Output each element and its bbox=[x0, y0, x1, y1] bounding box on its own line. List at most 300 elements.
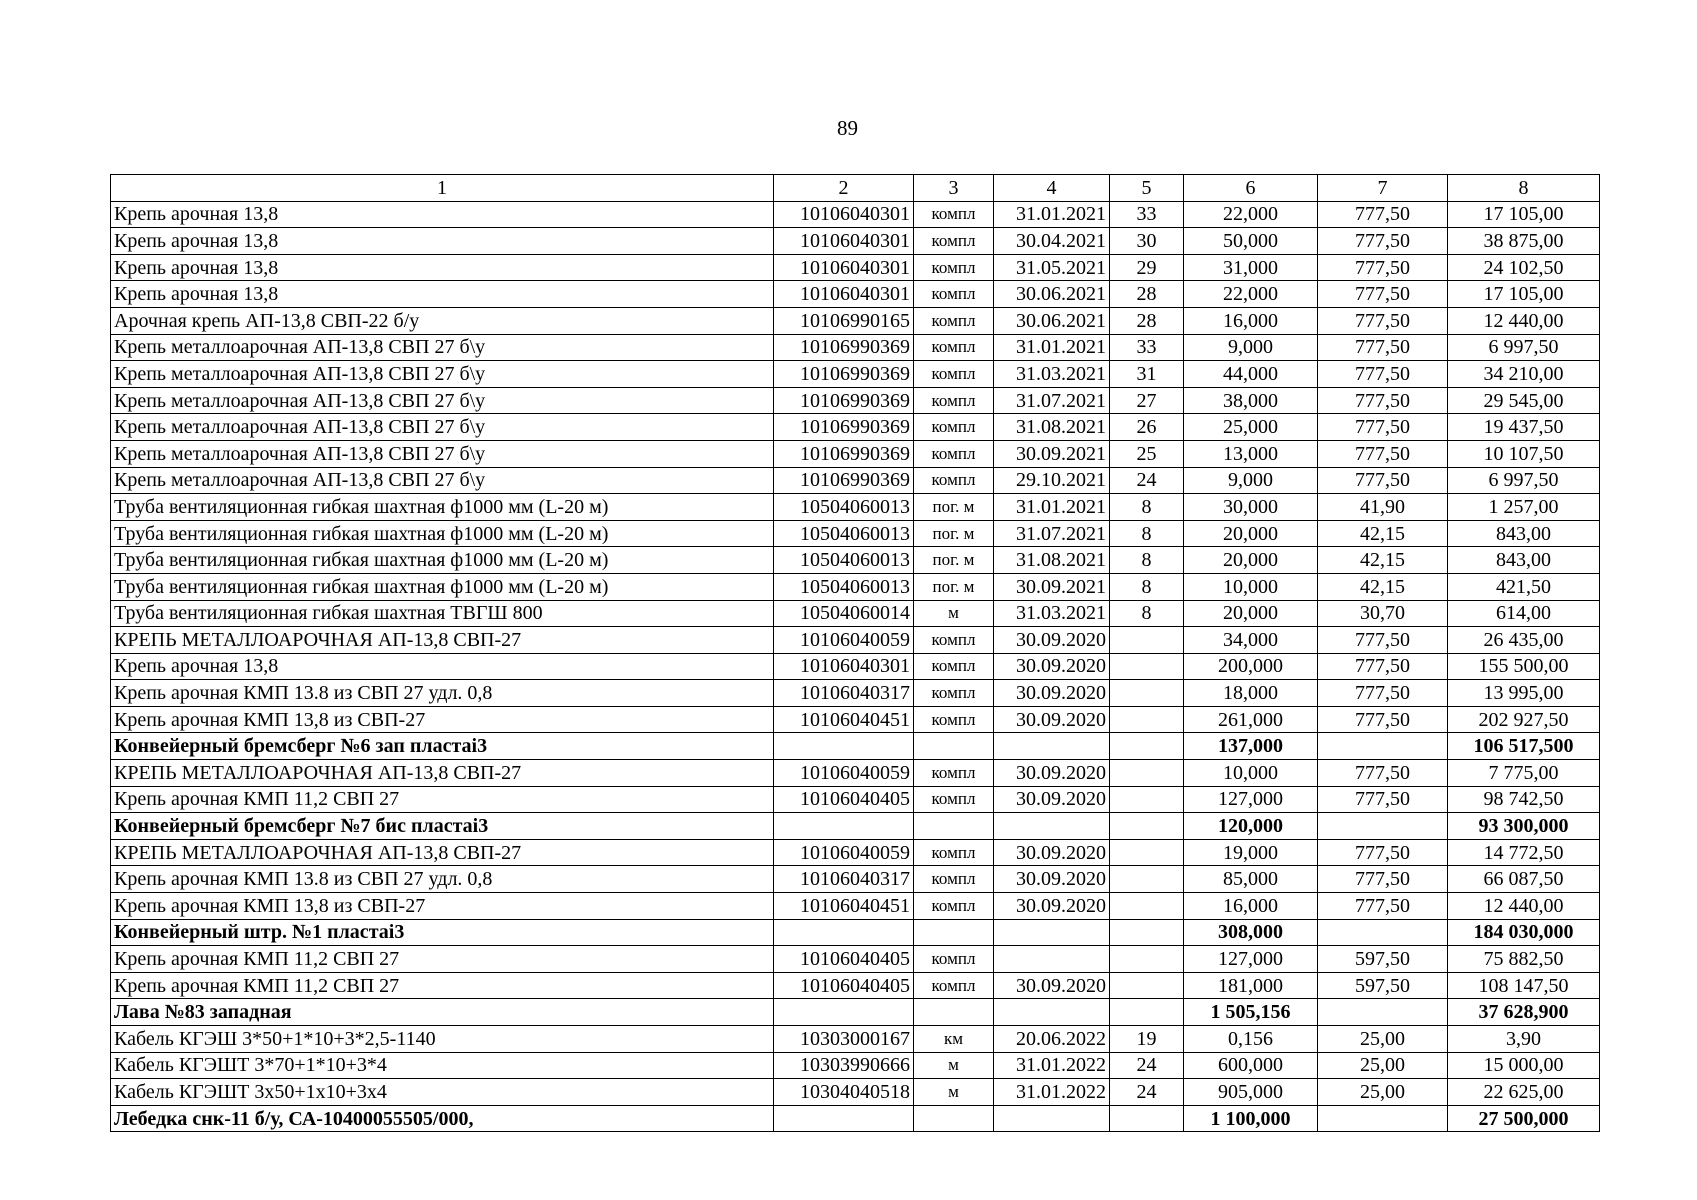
date-cell: 30.09.2020 bbox=[994, 680, 1110, 707]
item-code-cell: 10106040059 bbox=[774, 627, 914, 654]
table-row bbox=[111, 573, 1600, 600]
item-code-cell: 10304040518 bbox=[774, 1079, 914, 1106]
date-cell: 30.09.2020 bbox=[994, 972, 1110, 999]
table-row bbox=[111, 972, 1600, 999]
table-row bbox=[111, 1026, 1600, 1053]
quantity-cell: 1 100,000 bbox=[1184, 1105, 1318, 1132]
header-cell: 1 bbox=[111, 175, 774, 202]
count-cell bbox=[1110, 919, 1184, 946]
table-row bbox=[111, 893, 1600, 920]
count-cell: 24 bbox=[1110, 467, 1184, 494]
unit-cell: компл bbox=[914, 706, 994, 733]
item-name-cell: КРЕПЬ МЕТАЛЛОАРОЧНАЯ АП-13,8 СВП-27 bbox=[111, 760, 774, 787]
unit-cell: м bbox=[914, 1079, 994, 1106]
item-name-cell: Конвейерный бремсберг №6 зап пластаi3 bbox=[111, 733, 774, 760]
item-code-cell: 10106040405 bbox=[774, 946, 914, 973]
date-cell: 31.01.2022 bbox=[994, 1079, 1110, 1106]
item-code-cell: 10106990369 bbox=[774, 440, 914, 467]
date-cell: 20.06.2022 bbox=[994, 1026, 1110, 1053]
price-cell: 597,50 bbox=[1318, 946, 1448, 973]
item-code-cell: 10106990369 bbox=[774, 334, 914, 361]
count-cell: 8 bbox=[1110, 494, 1184, 521]
item-name-cell: Кабель КГЭШ 3*50+1*10+3*2,5-1140 bbox=[111, 1026, 774, 1053]
table-row bbox=[111, 1079, 1600, 1106]
table-row bbox=[111, 520, 1600, 547]
price-cell: 777,50 bbox=[1318, 893, 1448, 920]
amount-cell: 38 875,00 bbox=[1448, 228, 1600, 255]
quantity-cell: 0,156 bbox=[1184, 1026, 1318, 1053]
item-code-cell: 10303990666 bbox=[774, 1052, 914, 1079]
item-name-cell: Труба вентиляционная гибкая шахтная ф1000 мм (L-20 м) bbox=[111, 547, 774, 574]
price-cell: 42,15 bbox=[1318, 547, 1448, 574]
price-cell: 777,50 bbox=[1318, 786, 1448, 813]
date-cell bbox=[994, 813, 1110, 840]
quantity-cell: 1 505,156 bbox=[1184, 999, 1318, 1026]
date-cell: 30.09.2020 bbox=[994, 893, 1110, 920]
price-cell: 25,00 bbox=[1318, 1079, 1448, 1106]
count-cell: 24 bbox=[1110, 1052, 1184, 1079]
unit-cell: компл bbox=[914, 440, 994, 467]
date-cell: 31.01.2022 bbox=[994, 1052, 1110, 1079]
count-cell: 19 bbox=[1110, 1026, 1184, 1053]
quantity-cell: 18,000 bbox=[1184, 680, 1318, 707]
count-cell: 28 bbox=[1110, 307, 1184, 334]
quantity-cell: 31,000 bbox=[1184, 254, 1318, 281]
date-cell: 30.06.2021 bbox=[994, 307, 1110, 334]
amount-cell: 1 257,00 bbox=[1448, 494, 1600, 521]
unit-cell: пог. м bbox=[914, 547, 994, 574]
price-cell bbox=[1318, 999, 1448, 1026]
date-cell bbox=[994, 1105, 1110, 1132]
quantity-cell: 44,000 bbox=[1184, 361, 1318, 388]
table-row bbox=[111, 387, 1600, 414]
item-name-cell: Кабель КГЭШТ 3х50+1х10+3х4 bbox=[111, 1079, 774, 1106]
price-cell: 777,50 bbox=[1318, 467, 1448, 494]
amount-cell: 75 882,50 bbox=[1448, 946, 1600, 973]
table-row bbox=[111, 494, 1600, 521]
item-code-cell: 10106040059 bbox=[774, 760, 914, 787]
date-cell: 31.07.2021 bbox=[994, 387, 1110, 414]
amount-cell: 93 300,000 bbox=[1448, 813, 1600, 840]
count-cell bbox=[1110, 813, 1184, 840]
table-row bbox=[111, 467, 1600, 494]
item-name-cell: Крепь металлоарочная АП-13,8 СВП 27 б\у bbox=[111, 387, 774, 414]
date-cell bbox=[994, 999, 1110, 1026]
quantity-cell: 9,000 bbox=[1184, 467, 1318, 494]
price-cell: 777,50 bbox=[1318, 281, 1448, 308]
group-total-row bbox=[111, 813, 1600, 840]
table-row bbox=[111, 627, 1600, 654]
amount-cell: 17 105,00 bbox=[1448, 201, 1600, 228]
unit-cell: компл bbox=[914, 307, 994, 334]
amount-cell: 6 997,50 bbox=[1448, 334, 1600, 361]
unit-cell: пог. м bbox=[914, 520, 994, 547]
amount-cell: 17 105,00 bbox=[1448, 281, 1600, 308]
quantity-cell: 127,000 bbox=[1184, 786, 1318, 813]
count-cell: 8 bbox=[1110, 547, 1184, 574]
item-code-cell bbox=[774, 1105, 914, 1132]
count-cell bbox=[1110, 946, 1184, 973]
quantity-cell: 120,000 bbox=[1184, 813, 1318, 840]
amount-cell: 843,00 bbox=[1448, 547, 1600, 574]
quantity-cell: 10,000 bbox=[1184, 760, 1318, 787]
price-cell: 777,50 bbox=[1318, 414, 1448, 441]
date-cell: 29.10.2021 bbox=[994, 467, 1110, 494]
quantity-cell: 261,000 bbox=[1184, 706, 1318, 733]
item-code-cell: 10106040405 bbox=[774, 972, 914, 999]
header-cell: 3 bbox=[914, 175, 994, 202]
quantity-cell: 20,000 bbox=[1184, 547, 1318, 574]
item-code-cell bbox=[774, 733, 914, 760]
unit-cell: м bbox=[914, 1052, 994, 1079]
item-code-cell: 10504060013 bbox=[774, 520, 914, 547]
item-name-cell: Труба вентиляционная гибкая шахтная ф1000 мм (L-20 м) bbox=[111, 573, 774, 600]
unit-cell: компл bbox=[914, 786, 994, 813]
count-cell bbox=[1110, 627, 1184, 654]
amount-cell: 34 210,00 bbox=[1448, 361, 1600, 388]
count-cell bbox=[1110, 866, 1184, 893]
price-cell bbox=[1318, 813, 1448, 840]
item-code-cell: 10106990369 bbox=[774, 361, 914, 388]
table-row bbox=[111, 254, 1600, 281]
item-code-cell: 10106040451 bbox=[774, 706, 914, 733]
quantity-cell: 137,000 bbox=[1184, 733, 1318, 760]
count-cell: 26 bbox=[1110, 414, 1184, 441]
count-cell bbox=[1110, 733, 1184, 760]
date-cell: 30.09.2020 bbox=[994, 653, 1110, 680]
item-code-cell: 10106990369 bbox=[774, 414, 914, 441]
quantity-cell: 20,000 bbox=[1184, 600, 1318, 627]
quantity-cell: 308,000 bbox=[1184, 919, 1318, 946]
date-cell: 30.09.2020 bbox=[994, 627, 1110, 654]
item-code-cell: 10106040301 bbox=[774, 653, 914, 680]
item-name-cell: Крепь металлоарочная АП-13,8 СВП 27 б\у bbox=[111, 361, 774, 388]
table-row bbox=[111, 706, 1600, 733]
item-name-cell: Крепь арочная КМП 11,2 СВП 27 bbox=[111, 972, 774, 999]
price-cell: 777,50 bbox=[1318, 866, 1448, 893]
price-cell: 777,50 bbox=[1318, 627, 1448, 654]
amount-cell: 421,50 bbox=[1448, 573, 1600, 600]
unit-cell: компл bbox=[914, 361, 994, 388]
amount-cell: 15 000,00 bbox=[1448, 1052, 1600, 1079]
count-cell: 8 bbox=[1110, 520, 1184, 547]
item-name-cell: Крепь арочная КМП 13.8 из СВП 27 удл. 0,8 bbox=[111, 680, 774, 707]
unit-cell: компл bbox=[914, 467, 994, 494]
item-code-cell: 10106040317 bbox=[774, 680, 914, 707]
quantity-cell: 50,000 bbox=[1184, 228, 1318, 255]
quantity-cell: 34,000 bbox=[1184, 627, 1318, 654]
item-name-cell: Крепь металлоарочная АП-13,8 СВП 27 б\у bbox=[111, 334, 774, 361]
price-cell: 41,90 bbox=[1318, 494, 1448, 521]
quantity-cell: 13,000 bbox=[1184, 440, 1318, 467]
item-code-cell: 10106040405 bbox=[774, 786, 914, 813]
price-cell: 777,50 bbox=[1318, 307, 1448, 334]
unit-cell: км bbox=[914, 1026, 994, 1053]
quantity-cell: 25,000 bbox=[1184, 414, 1318, 441]
amount-cell: 3,90 bbox=[1448, 1026, 1600, 1053]
item-code-cell: 10106040301 bbox=[774, 254, 914, 281]
count-cell bbox=[1110, 706, 1184, 733]
count-cell: 33 bbox=[1110, 334, 1184, 361]
item-name-cell: Крепь арочная 13,8 bbox=[111, 653, 774, 680]
date-cell bbox=[994, 946, 1110, 973]
table-row bbox=[111, 866, 1600, 893]
unit-cell: пог. м bbox=[914, 494, 994, 521]
price-cell: 777,50 bbox=[1318, 387, 1448, 414]
date-cell: 30.09.2020 bbox=[994, 706, 1110, 733]
price-cell bbox=[1318, 733, 1448, 760]
table-row bbox=[111, 361, 1600, 388]
item-name-cell: Крепь арочная КМП 13,8 из СВП-27 bbox=[111, 706, 774, 733]
unit-cell: компл bbox=[914, 281, 994, 308]
count-cell bbox=[1110, 786, 1184, 813]
date-cell: 30.04.2021 bbox=[994, 228, 1110, 255]
item-name-cell: Крепь арочная 13,8 bbox=[111, 228, 774, 255]
price-cell: 777,50 bbox=[1318, 361, 1448, 388]
price-cell bbox=[1318, 919, 1448, 946]
price-cell: 25,00 bbox=[1318, 1026, 1448, 1053]
amount-cell: 7 775,00 bbox=[1448, 760, 1600, 787]
date-cell: 31.03.2021 bbox=[994, 600, 1110, 627]
amount-cell: 13 995,00 bbox=[1448, 680, 1600, 707]
unit-cell: компл bbox=[914, 627, 994, 654]
item-name-cell: Крепь арочная КМП 13,8 из СВП-27 bbox=[111, 893, 774, 920]
count-cell: 8 bbox=[1110, 573, 1184, 600]
header-cell: 7 bbox=[1318, 175, 1448, 202]
amount-cell: 184 030,000 bbox=[1448, 919, 1600, 946]
price-cell: 597,50 bbox=[1318, 972, 1448, 999]
quantity-cell: 200,000 bbox=[1184, 653, 1318, 680]
quantity-cell: 600,000 bbox=[1184, 1052, 1318, 1079]
date-cell: 30.09.2020 bbox=[994, 786, 1110, 813]
price-cell: 777,50 bbox=[1318, 680, 1448, 707]
item-code-cell: 10106990165 bbox=[774, 307, 914, 334]
item-code-cell: 10106990369 bbox=[774, 387, 914, 414]
price-cell: 777,50 bbox=[1318, 706, 1448, 733]
unit-cell: компл bbox=[914, 653, 994, 680]
quantity-cell: 16,000 bbox=[1184, 307, 1318, 334]
table-row bbox=[111, 760, 1600, 787]
unit-cell: компл bbox=[914, 893, 994, 920]
count-cell bbox=[1110, 999, 1184, 1026]
item-code-cell: 10106040317 bbox=[774, 866, 914, 893]
count-cell bbox=[1110, 893, 1184, 920]
count-cell bbox=[1110, 680, 1184, 707]
unit-cell: пог. м bbox=[914, 573, 994, 600]
price-cell: 777,50 bbox=[1318, 254, 1448, 281]
price-cell: 777,50 bbox=[1318, 839, 1448, 866]
table-row bbox=[111, 653, 1600, 680]
header-cell: 4 bbox=[994, 175, 1110, 202]
quantity-cell: 127,000 bbox=[1184, 946, 1318, 973]
unit-cell: компл bbox=[914, 387, 994, 414]
group-total-row bbox=[111, 733, 1600, 760]
date-cell: 31.01.2021 bbox=[994, 201, 1110, 228]
date-cell: 31.08.2021 bbox=[994, 547, 1110, 574]
amount-cell: 106 517,500 bbox=[1448, 733, 1600, 760]
price-cell: 777,50 bbox=[1318, 201, 1448, 228]
item-name-cell: Крепь арочная 13,8 bbox=[111, 281, 774, 308]
quantity-cell: 9,000 bbox=[1184, 334, 1318, 361]
item-code-cell bbox=[774, 813, 914, 840]
amount-cell: 12 440,00 bbox=[1448, 307, 1600, 334]
amount-cell: 10 107,50 bbox=[1448, 440, 1600, 467]
date-cell: 30.09.2021 bbox=[994, 440, 1110, 467]
date-cell: 31.07.2021 bbox=[994, 520, 1110, 547]
table-body bbox=[111, 175, 1600, 1132]
item-name-cell: Труба вентиляционная гибкая шахтная ф1000 мм (L-20 м) bbox=[111, 520, 774, 547]
header-cell: 6 bbox=[1184, 175, 1318, 202]
item-name-cell: Крепь металлоарочная АП-13,8 СВП 27 б\у bbox=[111, 414, 774, 441]
column-number-row bbox=[111, 175, 1600, 202]
price-cell: 42,15 bbox=[1318, 520, 1448, 547]
item-code-cell: 10106040451 bbox=[774, 893, 914, 920]
unit-cell bbox=[914, 919, 994, 946]
item-name-cell: Труба вентиляционная гибкая шахтная ТВГШ 800 bbox=[111, 600, 774, 627]
item-name-cell: КРЕПЬ МЕТАЛЛОАРОЧНАЯ АП-13,8 СВП-27 bbox=[111, 839, 774, 866]
count-cell bbox=[1110, 839, 1184, 866]
item-name-cell: Крепь арочная 13,8 bbox=[111, 254, 774, 281]
quantity-cell: 30,000 bbox=[1184, 494, 1318, 521]
price-cell: 777,50 bbox=[1318, 334, 1448, 361]
table-row bbox=[111, 946, 1600, 973]
count-cell bbox=[1110, 653, 1184, 680]
quantity-cell: 905,000 bbox=[1184, 1079, 1318, 1106]
table-row bbox=[111, 281, 1600, 308]
quantity-cell: 19,000 bbox=[1184, 839, 1318, 866]
item-name-cell: Конвейерный бремсберг №7 бис пластаi3 bbox=[111, 813, 774, 840]
item-name-cell: Крепь металлоарочная АП-13,8 СВП 27 б\у bbox=[111, 467, 774, 494]
header-cell: 8 bbox=[1448, 175, 1600, 202]
page-number-text: 89 bbox=[837, 116, 858, 140]
count-cell: 33 bbox=[1110, 201, 1184, 228]
price-cell: 30,70 bbox=[1318, 600, 1448, 627]
price-cell: 777,50 bbox=[1318, 653, 1448, 680]
price-cell: 25,00 bbox=[1318, 1052, 1448, 1079]
item-name-cell: Конвейерный штр. №1 пластаi3 bbox=[111, 919, 774, 946]
date-cell: 30.09.2020 bbox=[994, 866, 1110, 893]
table-row bbox=[111, 839, 1600, 866]
price-cell bbox=[1318, 1105, 1448, 1132]
unit-cell: компл bbox=[914, 946, 994, 973]
table-row bbox=[111, 228, 1600, 255]
table-row bbox=[111, 334, 1600, 361]
header-cell: 5 bbox=[1110, 175, 1184, 202]
item-name-cell: Крепь металлоарочная АП-13,8 СВП 27 б\у bbox=[111, 440, 774, 467]
unit-cell bbox=[914, 813, 994, 840]
date-cell: 31.01.2021 bbox=[994, 334, 1110, 361]
count-cell: 28 bbox=[1110, 281, 1184, 308]
amount-cell: 19 437,50 bbox=[1448, 414, 1600, 441]
table-row bbox=[111, 440, 1600, 467]
table-row bbox=[111, 680, 1600, 707]
price-cell: 777,50 bbox=[1318, 228, 1448, 255]
quantity-cell: 22,000 bbox=[1184, 201, 1318, 228]
count-cell: 29 bbox=[1110, 254, 1184, 281]
date-cell: 31.08.2021 bbox=[994, 414, 1110, 441]
count-cell: 27 bbox=[1110, 387, 1184, 414]
table-row bbox=[111, 307, 1600, 334]
price-cell: 42,15 bbox=[1318, 573, 1448, 600]
item-code-cell: 10106990369 bbox=[774, 467, 914, 494]
item-name-cell: Кабель КГЭШТ 3*70+1*10+3*4 bbox=[111, 1052, 774, 1079]
price-cell: 777,50 bbox=[1318, 760, 1448, 787]
table-row bbox=[111, 786, 1600, 813]
unit-cell: компл bbox=[914, 414, 994, 441]
unit-cell: компл bbox=[914, 228, 994, 255]
count-cell: 31 bbox=[1110, 361, 1184, 388]
date-cell: 31.05.2021 bbox=[994, 254, 1110, 281]
amount-cell: 155 500,00 bbox=[1448, 653, 1600, 680]
unit-cell bbox=[914, 999, 994, 1026]
count-cell: 25 bbox=[1110, 440, 1184, 467]
item-name-cell: Крепь арочная 13,8 bbox=[111, 201, 774, 228]
date-cell: 31.01.2021 bbox=[994, 494, 1110, 521]
unit-cell: компл bbox=[914, 201, 994, 228]
item-name-cell: Лава №83 западная bbox=[111, 999, 774, 1026]
group-total-row bbox=[111, 1105, 1600, 1132]
unit-cell: компл bbox=[914, 760, 994, 787]
item-code-cell bbox=[774, 919, 914, 946]
inventory-table bbox=[110, 174, 1600, 1132]
amount-cell: 37 628,900 bbox=[1448, 999, 1600, 1026]
count-cell: 8 bbox=[1110, 600, 1184, 627]
item-code-cell: 10106040059 bbox=[774, 839, 914, 866]
count-cell bbox=[1110, 760, 1184, 787]
item-code-cell: 10106040301 bbox=[774, 201, 914, 228]
item-code-cell: 10106040301 bbox=[774, 228, 914, 255]
item-name-cell: КРЕПЬ МЕТАЛЛОАРОЧНАЯ АП-13,8 СВП-27 bbox=[111, 627, 774, 654]
item-name-cell: Труба вентиляционная гибкая шахтная ф1000 мм (L-20 м) bbox=[111, 494, 774, 521]
date-cell: 31.03.2021 bbox=[994, 361, 1110, 388]
date-cell: 30.06.2021 bbox=[994, 281, 1110, 308]
item-code-cell: 10504060013 bbox=[774, 573, 914, 600]
amount-cell: 98 742,50 bbox=[1448, 786, 1600, 813]
count-cell: 24 bbox=[1110, 1079, 1184, 1106]
item-name-cell: Крепь арочная КМП 11,2 СВП 27 bbox=[111, 946, 774, 973]
table-row bbox=[111, 547, 1600, 574]
header-cell: 2 bbox=[774, 175, 914, 202]
item-code-cell: 10504060013 bbox=[774, 547, 914, 574]
unit-cell: компл bbox=[914, 254, 994, 281]
unit-cell: компл bbox=[914, 972, 994, 999]
count-cell bbox=[1110, 972, 1184, 999]
count-cell: 30 bbox=[1110, 228, 1184, 255]
unit-cell: компл bbox=[914, 866, 994, 893]
date-cell: 30.09.2020 bbox=[994, 760, 1110, 787]
table-row bbox=[111, 600, 1600, 627]
date-cell: 30.09.2021 bbox=[994, 573, 1110, 600]
quantity-cell: 181,000 bbox=[1184, 972, 1318, 999]
quantity-cell: 38,000 bbox=[1184, 387, 1318, 414]
unit-cell: компл bbox=[914, 680, 994, 707]
unit-cell: компл bbox=[914, 334, 994, 361]
quantity-cell: 10,000 bbox=[1184, 573, 1318, 600]
unit-cell bbox=[914, 733, 994, 760]
item-name-cell: Арочная крепь АП-13,8 СВП-22 б/у bbox=[111, 307, 774, 334]
table-row bbox=[111, 201, 1600, 228]
amount-cell: 27 500,000 bbox=[1448, 1105, 1600, 1132]
amount-cell: 843,00 bbox=[1448, 520, 1600, 547]
item-name-cell: Крепь арочная КМП 11,2 СВП 27 bbox=[111, 786, 774, 813]
quantity-cell: 22,000 bbox=[1184, 281, 1318, 308]
amount-cell: 22 625,00 bbox=[1448, 1079, 1600, 1106]
date-cell bbox=[994, 919, 1110, 946]
amount-cell: 614,00 bbox=[1448, 600, 1600, 627]
amount-cell: 24 102,50 bbox=[1448, 254, 1600, 281]
item-code-cell: 10106040301 bbox=[774, 281, 914, 308]
price-cell: 777,50 bbox=[1318, 440, 1448, 467]
